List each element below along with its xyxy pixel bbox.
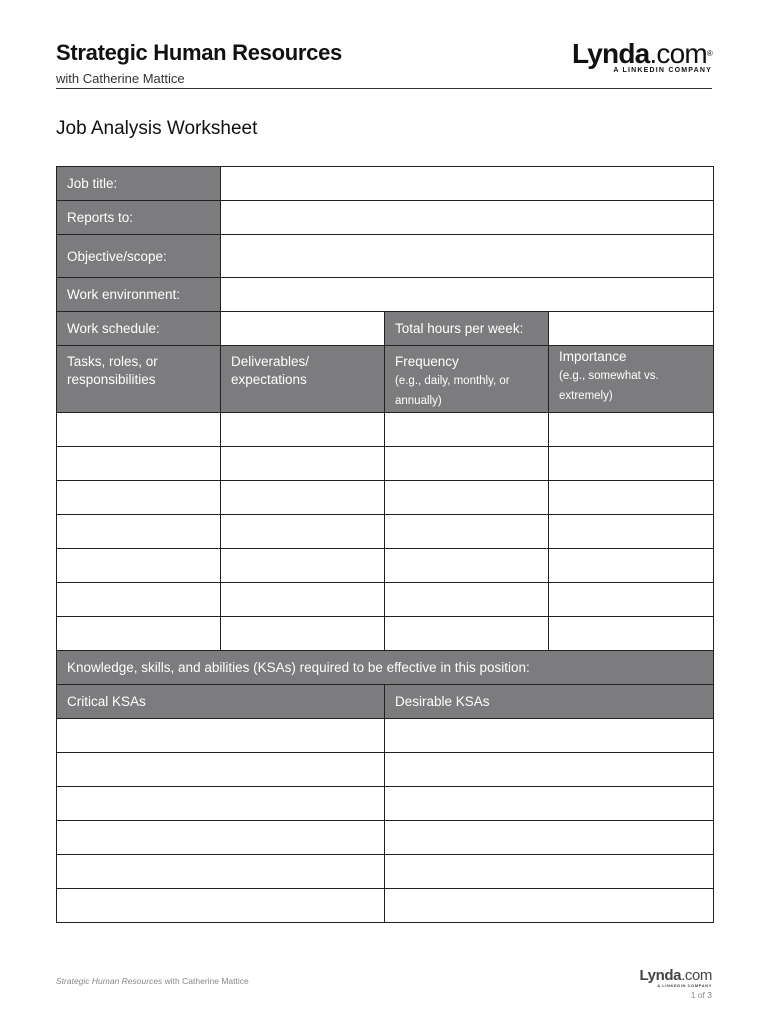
- desirable-ksa-cell[interactable]: [385, 753, 714, 787]
- job-title-field[interactable]: [221, 167, 714, 201]
- row-objective-scope: [57, 235, 714, 278]
- logo-word-rest: .com: [649, 38, 707, 69]
- task-row: [57, 583, 714, 617]
- work-environment-field[interactable]: [221, 278, 714, 312]
- tasks-header-row: [57, 346, 714, 413]
- header-divider: [56, 88, 712, 89]
- frequency-header-hint: (e.g., daily, monthly, or annually): [395, 375, 510, 407]
- critical-ksa-cell[interactable]: [57, 787, 385, 821]
- task-cell[interactable]: [57, 549, 221, 583]
- footer-course-credit: [56, 976, 249, 986]
- objective-scope-field[interactable]: [221, 235, 714, 278]
- deliverable-cell[interactable]: [221, 617, 385, 651]
- deliverable-cell[interactable]: [221, 583, 385, 617]
- footer-instructor: with Catherine Mattice: [162, 976, 249, 986]
- critical-ksa-cell[interactable]: [57, 753, 385, 787]
- total-hours-field[interactable]: [549, 312, 714, 346]
- frequency-cell[interactable]: [385, 515, 549, 549]
- frequency-column-header: [385, 346, 549, 413]
- task-row: [57, 413, 714, 447]
- critical-ksa-cell[interactable]: [57, 719, 385, 753]
- desirable-ksa-cell[interactable]: [385, 889, 714, 923]
- deliverable-cell[interactable]: [221, 481, 385, 515]
- reports-to-label: Reports to:: [57, 201, 221, 235]
- footer-logo-rest: .com: [681, 967, 712, 984]
- ksa-row: [57, 889, 714, 923]
- frequency-cell[interactable]: [385, 549, 549, 583]
- work-schedule-label: Work schedule:: [57, 312, 221, 346]
- task-cell[interactable]: [57, 413, 221, 447]
- footer-course-title: Strategic Human Resources: [56, 976, 163, 986]
- footer-logo-tagline: A LINKEDIN COMPANY: [657, 983, 712, 988]
- task-cell[interactable]: [57, 583, 221, 617]
- course-instructor: with Catherine Mattice: [56, 71, 185, 86]
- importance-column-header: [549, 346, 714, 413]
- frequency-cell[interactable]: [385, 447, 549, 481]
- task-cell[interactable]: [57, 617, 221, 651]
- deliverable-cell[interactable]: [221, 549, 385, 583]
- logo-word-bold: Lynda: [571, 38, 650, 69]
- row-job-title: [57, 167, 714, 201]
- importance-cell[interactable]: [549, 413, 714, 447]
- critical-ksas-header: Critical KSAs: [57, 685, 385, 719]
- deliverables-column-header: Deliverables/ expectations: [221, 346, 385, 413]
- worksheet-title: Job Analysis Worksheet: [56, 118, 258, 139]
- ksa-row: [57, 719, 714, 753]
- ksa-row: [57, 753, 714, 787]
- critical-ksa-cell[interactable]: [57, 855, 385, 889]
- logo-registered-mark: ®: [706, 49, 712, 58]
- task-row: [57, 481, 714, 515]
- importance-cell[interactable]: [549, 447, 714, 481]
- desirable-ksa-cell[interactable]: [385, 821, 714, 855]
- importance-header-label: Importance: [559, 349, 627, 364]
- critical-ksa-cell[interactable]: [57, 889, 385, 923]
- task-row: [57, 515, 714, 549]
- row-work-schedule: [57, 312, 714, 346]
- frequency-cell[interactable]: [385, 481, 549, 515]
- job-title-label: Job title:: [57, 167, 221, 201]
- task-cell[interactable]: [57, 481, 221, 515]
- ksa-heading: Knowledge, skills, and abilities (KSAs) required to be effective in this position:: [57, 651, 714, 685]
- importance-header-hint: (e.g., somewhat vs. extremely): [559, 370, 659, 402]
- importance-cell[interactable]: [549, 583, 714, 617]
- work-environment-label: Work environment:: [57, 278, 221, 312]
- row-work-environment: [57, 278, 714, 312]
- footer-lynda-logo: [639, 968, 712, 1000]
- ksa-column-header-row: [57, 685, 714, 719]
- work-schedule-field[interactable]: [221, 312, 385, 346]
- reports-to-field[interactable]: [221, 201, 714, 235]
- importance-cell[interactable]: [549, 617, 714, 651]
- tasks-column-header: Tasks, roles, or responsibilities: [57, 346, 221, 413]
- critical-ksa-cell[interactable]: [57, 821, 385, 855]
- ksa-row: [57, 821, 714, 855]
- frequency-cell[interactable]: [385, 617, 549, 651]
- desirable-ksa-cell[interactable]: [385, 855, 714, 889]
- task-row: [57, 447, 714, 481]
- ksa-row: [57, 855, 714, 889]
- ksa-row: [57, 787, 714, 821]
- frequency-cell[interactable]: [385, 583, 549, 617]
- row-reports-to: [57, 201, 714, 235]
- importance-cell[interactable]: [549, 549, 714, 583]
- job-analysis-table: [56, 166, 714, 923]
- deliverable-cell[interactable]: [221, 515, 385, 549]
- ksa-heading-row: [57, 651, 714, 685]
- footer-logo-bold: Lynda: [639, 967, 682, 984]
- desirable-ksa-cell[interactable]: [385, 787, 714, 821]
- page-number: 1 of 3: [690, 990, 712, 1000]
- total-hours-label: Total hours per week:: [385, 312, 549, 346]
- task-row: [57, 617, 714, 651]
- course-title: Strategic Human Resources: [56, 40, 342, 65]
- task-row: [57, 549, 714, 583]
- lynda-logo: [572, 40, 712, 74]
- importance-cell[interactable]: [549, 481, 714, 515]
- desirable-ksas-header: Desirable KSAs: [385, 685, 714, 719]
- desirable-ksa-cell[interactable]: [385, 719, 714, 753]
- deliverable-cell[interactable]: [221, 413, 385, 447]
- deliverable-cell[interactable]: [221, 447, 385, 481]
- objective-scope-label: Objective/scope:: [57, 235, 221, 278]
- frequency-cell[interactable]: [385, 413, 549, 447]
- logo-tagline: A LINKEDIN COMPANY: [613, 67, 712, 74]
- frequency-header-label: Frequency: [395, 354, 459, 369]
- importance-cell[interactable]: [549, 515, 714, 549]
- task-cell[interactable]: [57, 515, 221, 549]
- task-cell[interactable]: [57, 447, 221, 481]
